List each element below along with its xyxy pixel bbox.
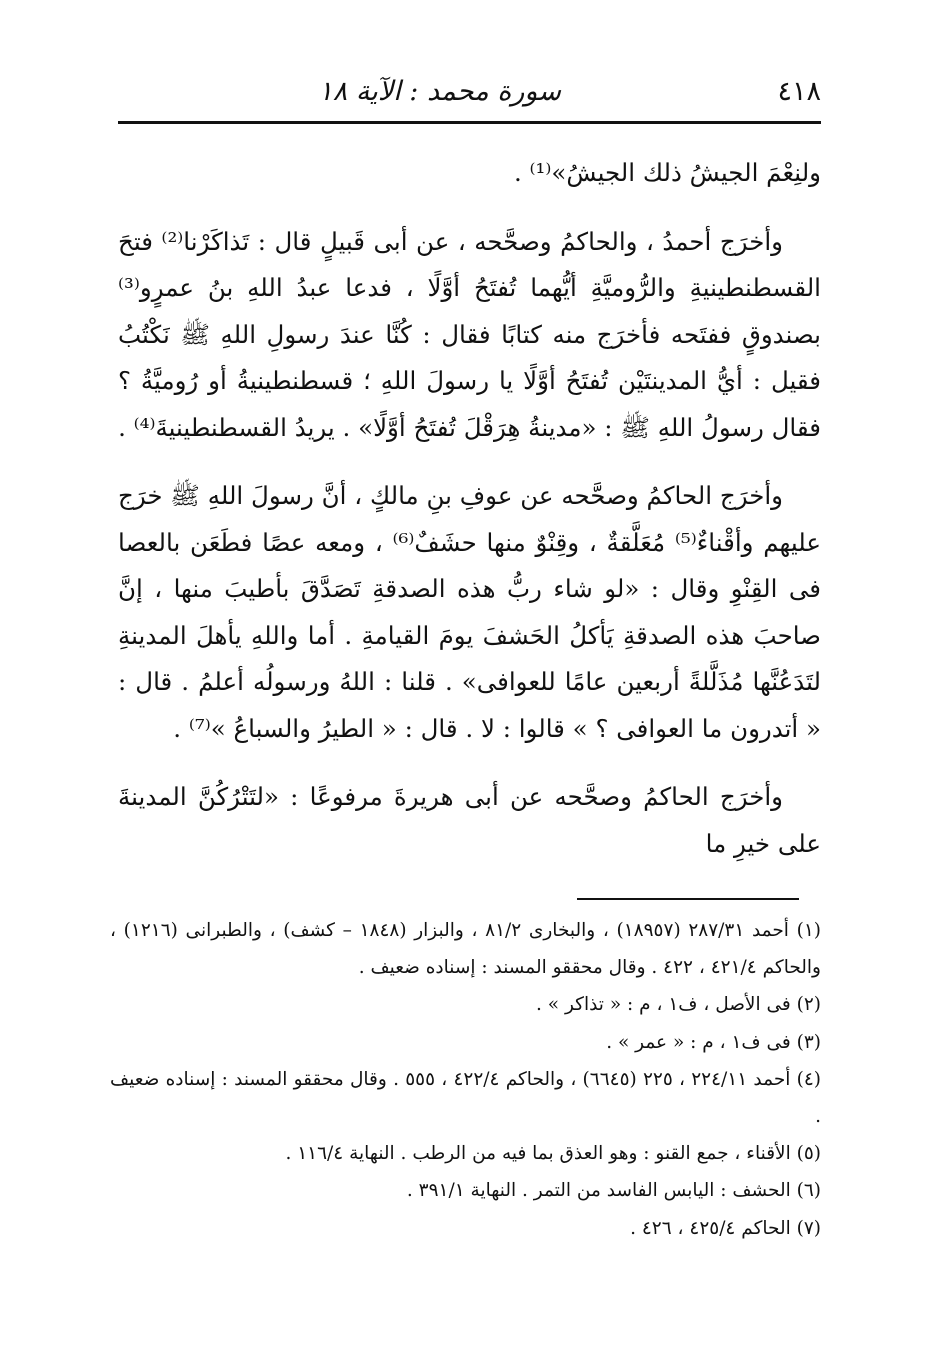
footnote: (٢) فى الأصل ، ف١ ، م : « تذاكر » . — [535, 994, 821, 1016]
footnote: (٥) الأقناء ، جمع القنو : وهو العذق بما فيه من الرطب . النهاية ١١٦/٤ . — [285, 1143, 821, 1165]
footnote: (٧) الحاكم ٤٢٥/٤ ، ٤٢٦ . — [630, 1217, 821, 1239]
paragraph: وأخرَج الحاكمُ وصحَّحه عن عوفِ بنِ مالكٍ ، أنَّ رسولَ اللهِ ﷺ خرَج عليهم وأقْناءٌ⁽⁵⁾ مُعَلَّقةٌ ، وقِنْوٌ منها حشَفٌ⁽⁶⁾ ، ومعه عصًا فطَعَن بالعصا فى القِنْوِ وقال : «لو شاء ربُّ هذه الصدقةِ تَصَدَّقَ بأطيبَ منها ، إنَّ صاحبَ هذه الصدقةِ يَأكلُ الحَشفَ يومَ القيامةِ . أما واللهِ يأهلَ المدينةِ لتَدَعُنَّها مُذَلَّلةً أربعين عامًا للعوافى» . قلنا : اللهُ ورسولُه أعلمُ . قال : « أتدرون ما العوافى ؟ » قالوا : لا . قال : « الطيرُ والسباعُ »⁽⁷⁾ . — [118, 481, 821, 743]
main-text — [118, 150, 821, 867]
footnote: (٦) الحشف : اليابس الفاسد من التمر . النهاية ٣٩١/١ . — [406, 1180, 821, 1202]
paragraph: ولنِعْمَ الجيشُ ذلك الجيشُ»⁽¹⁾ . — [513, 158, 821, 187]
header-rule — [118, 121, 821, 124]
paragraph: وأخرَج أحمدُ ، والحاكمُ وصحَّحه ، عن أبى قَبيلٍ قال : تَذاكَرْنا⁽²⁾ فتحَ القسطنطينيةِ والرُّوميَّةِ أيُّهما تُفتَحُ أوَّلًا ، فدعا عبدُ اللهِ بنُ عمرٍو⁽³⁾ بصندوقٍ ففتَحه فأخرَج منه كتابًا فقال : كُنَّا عندَ رسولِ اللهِ ﷺ نَكْتُبُ فقيل : أيُّ المدينتَيْن تُفتَحُ أوَّلًا يا رسولَ اللهِ ؛ قسطنطينيةُ أو رُوميَّةُ ؟ فقال رسولُ اللهِ ﷺ : «مدينةُ هِرَقْلَ تُفتَحُ أوَّلًا» . يريدُ القسطنطينيةَ⁽⁴⁾ . — [118, 226, 821, 442]
footnote: (١) أحمد ٢٨٧/٣١ (١٨٩٥٧) ، والبخارى ٨١/٢ ، والبزار (١٨٤٨ – كشف) ، والطبرانى (١٢١٦) ، والحاكم ٤٢١/٤ ، ٤٢٢ . وقال محققو المسند : إسناده ضعيف . — [110, 920, 821, 979]
footnote-separator — [577, 898, 799, 900]
footnotes — [110, 912, 821, 1247]
footnote: (٤) أحمد ٢٢٤/١١ ، ٢٢٥ (٦٦٤٥) ، والحاكم ٤٢٢/٤ ، ٥٥٥ . وقال محققو المسند : إسناده ضعيف . — [110, 1068, 822, 1128]
running-title: سورة محمد : الآية ١٨ — [318, 76, 561, 107]
footnote: (٣) فى ف١ ، م : « عمر » . — [606, 1031, 821, 1053]
page-number: ٤١٨ — [777, 76, 821, 107]
page-header — [118, 72, 821, 118]
paragraph: وأخرَج الحاكمُ وصحَّحه عن أبى هريرةَ مرفوعًا : «لتَتْرُكُنَّ المدينةَ على خيرِ ما — [118, 782, 821, 858]
